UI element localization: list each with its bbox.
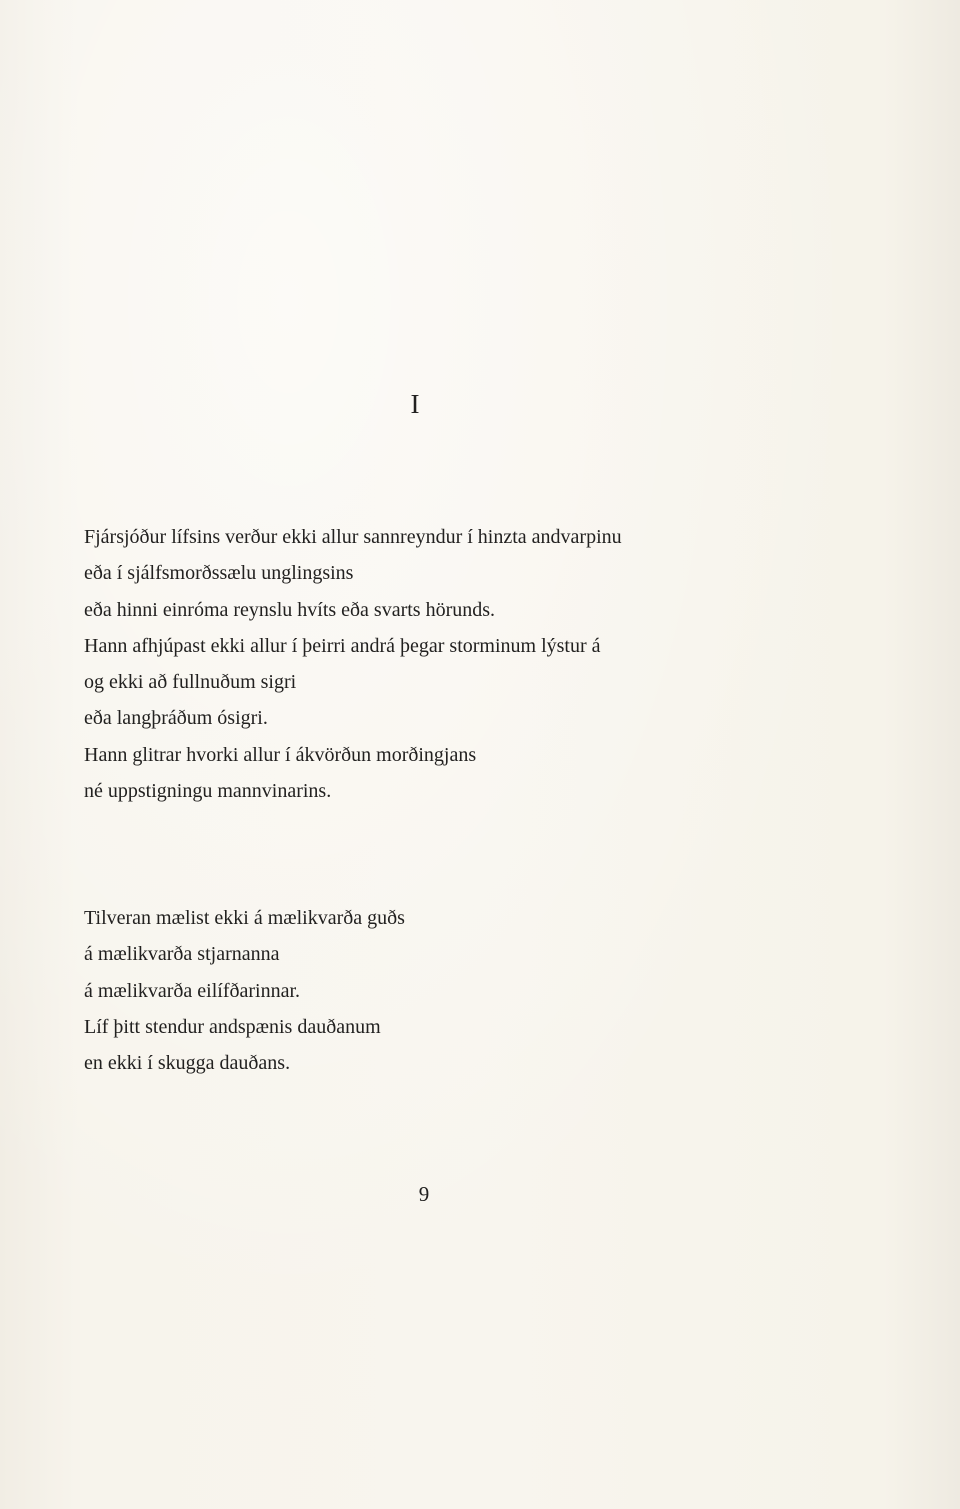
section-numeral: I — [410, 389, 420, 419]
poem-line: né uppstigningu mannvinarins. — [84, 780, 332, 803]
stanza-1 — [84, 519, 804, 809]
poem-line: Líf þitt stendur andspænis dauðanum — [84, 1015, 381, 1038]
stanza-2 — [84, 900, 804, 1081]
poem-line: Fjársjóður lífsins verður ekki allur sannreyndur í hinzta andvarpinu — [84, 526, 622, 548]
poem-line: en ekki í skugga dauðans. — [84, 1052, 291, 1075]
poem-line: á mælikvarða stjarnanna — [84, 943, 280, 966]
poem-line: á mælikvarða eilífðarinnar. — [84, 979, 301, 1002]
poem-line: Hann afhjúpast ekki allur í þeirri andrá þegar storminum lýstur á — [84, 634, 601, 657]
poem-line: eða í sjálfsmorðssælu unglingsins — [84, 562, 354, 585]
poem-line: Hann glitrar hvorki allur í ákvörðun morðingjans — [84, 743, 477, 766]
poem-line: eða langþráðum ósigri. — [84, 707, 268, 730]
poem-line: eða hinni einróma reynslu hvíts eða svarts hörunds. — [84, 598, 496, 621]
poem-line: og ekki að fullnuðum sigri — [84, 671, 297, 694]
poem-line: Tilveran mælist ekki á mælikvarða guðs — [84, 907, 405, 929]
page-number: 9 — [418, 1182, 430, 1206]
